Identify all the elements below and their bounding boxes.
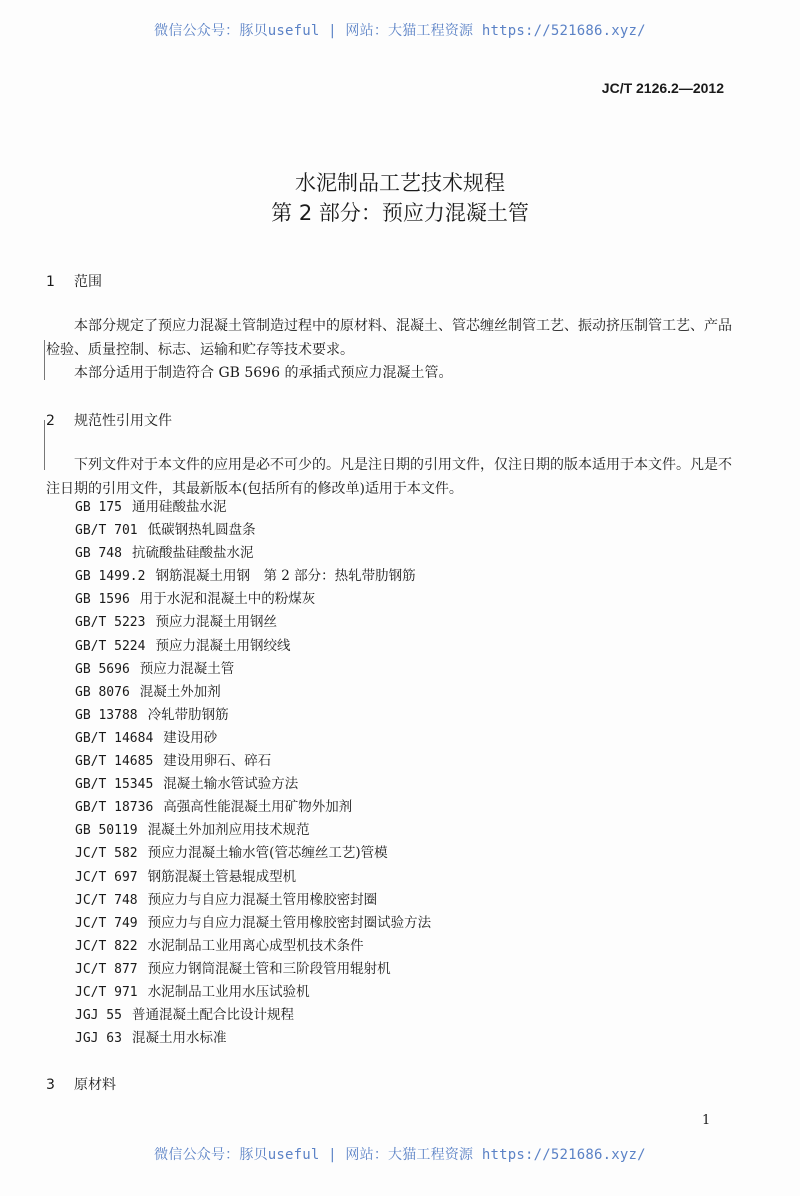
- reference-code: JC/T 697: [75, 869, 138, 885]
- reference-code: GB/T 5223: [75, 615, 146, 631]
- reference-item: [75, 796, 431, 819]
- reference-item: [75, 727, 431, 750]
- reference-code: GB 8076: [75, 684, 130, 700]
- reference-code: JC/T 971: [75, 984, 138, 1000]
- reference-item: [75, 866, 431, 889]
- title-line-1: 水泥制品工艺技术规程: [295, 171, 505, 195]
- document-number: JC/T 2126.2—2012: [601, 80, 724, 96]
- reference-item: [75, 773, 431, 796]
- reference-title: 预应力与自应力混凝土管用橡胶密封圈: [147, 891, 378, 908]
- document-title: [0, 168, 800, 228]
- reference-title: 冷轧带肋钢筋: [147, 706, 229, 723]
- reference-item: [75, 658, 431, 681]
- reference-title: 建设用砂: [163, 729, 218, 746]
- reference-title: 水泥制品工业用水压试验机: [147, 983, 310, 1000]
- section-number: 3: [46, 1077, 55, 1093]
- reference-title: 混凝土用水标准: [131, 1030, 227, 1047]
- reference-code: GB 13788: [75, 707, 138, 723]
- reference-title: 混凝土外加剂: [139, 683, 221, 700]
- paragraph: 本部分规定了预应力混凝土管制造过程中的原材料、混凝土、管芯缠丝制管工艺、振动挤压制管工艺、产品检验、质量控制、标志、运输和贮存等技术要求。: [46, 318, 732, 358]
- reference-item: [75, 542, 431, 565]
- section-heading-3: [46, 1074, 116, 1094]
- reference-title: 钢筋混凝土用钢 第 2 部分：热轧带肋钢筋: [155, 568, 416, 585]
- reference-title: 预应力钢筒混凝土管和三阶段管用辊射机: [147, 960, 391, 977]
- reference-title: 混凝土外加剂应用技术规范: [147, 822, 310, 839]
- reference-item: [75, 750, 431, 773]
- reference-title: 通用硅酸盐水泥: [131, 499, 227, 515]
- reference-code: JC/T 582: [75, 846, 138, 862]
- reference-code: GB/T 5224: [75, 638, 146, 654]
- reference-item: [75, 842, 431, 865]
- reference-code: GB/T 18736: [75, 800, 154, 816]
- reference-title: 普通混凝土配合比设计规程: [131, 1007, 294, 1024]
- paragraph: 下列文件对于本文件的应用是必不可少的。凡是注日期的引用文件，仅注日期的版本适用于本文件。凡是不注日期的引用文件，其最新版本(包括所有的修改单)适用于本文件。: [46, 457, 732, 497]
- scan-edge-mark: [44, 340, 45, 380]
- section-title: 范围: [74, 274, 102, 290]
- reference-item: [75, 1027, 431, 1050]
- section-1-body: [46, 315, 736, 386]
- reference-title: 预应力与自应力混凝土管用橡胶密封圈试验方法: [147, 914, 432, 931]
- section-heading-2: [46, 410, 172, 430]
- reference-title: 建设用卵石、碎石: [163, 753, 272, 770]
- reference-item: [75, 958, 431, 981]
- scan-edge-mark: [44, 420, 45, 470]
- reference-code: JGJ 63: [75, 1031, 122, 1047]
- watermark-footer: 微信公众号：豚贝useful | 网站：大猫工程资源 https://521686.xyz/: [154, 1147, 646, 1163]
- reference-code: GB/T 15345: [75, 777, 154, 793]
- section-title: 原材料: [74, 1077, 116, 1093]
- reference-item: [75, 704, 431, 727]
- reference-code: GB 1596: [75, 592, 130, 608]
- section-number: 2: [46, 413, 55, 429]
- section-title: 规范性引用文件: [74, 413, 172, 429]
- title-line-2: 第 2 部分：预应力混凝土管: [271, 201, 529, 225]
- reference-item: [75, 1004, 431, 1027]
- reference-title: 预应力混凝土用钢绞线: [155, 637, 291, 654]
- reference-code: GB/T 14684: [75, 730, 154, 746]
- reference-list: [75, 496, 431, 1050]
- reference-item: [75, 889, 431, 912]
- reference-item: [75, 496, 431, 519]
- reference-code: GB 50119: [75, 823, 138, 839]
- reference-title: 预应力混凝土用钢丝: [155, 614, 277, 631]
- paragraph: 本部分适用于制造符合 GB 5696 的承插式预应力混凝土管。: [74, 365, 453, 381]
- reference-title: 水泥制品工业用离心成型机技术条件: [147, 937, 364, 954]
- reference-item: [75, 912, 431, 935]
- reference-item: [75, 611, 431, 634]
- reference-code: JC/T 822: [75, 938, 138, 954]
- reference-item: [75, 565, 431, 588]
- reference-code: JC/T 748: [75, 892, 138, 908]
- reference-item: [75, 635, 431, 658]
- section-number: 1: [46, 274, 55, 290]
- reference-title: 预应力混凝土管: [139, 660, 235, 677]
- section-heading-1: [46, 271, 102, 291]
- reference-code: GB 5696: [75, 661, 130, 677]
- section-2-body: [46, 454, 736, 501]
- watermark-header: 微信公众号：豚贝useful | 网站：大猫工程资源 https://521686.xyz/: [154, 23, 646, 39]
- reference-title: 高强高性能混凝土用矿物外加剂: [163, 799, 353, 816]
- reference-title: 抗硫酸盐硅酸盐水泥: [131, 545, 254, 562]
- reference-code: JC/T 877: [75, 961, 138, 977]
- reference-item: [75, 981, 431, 1004]
- reference-item: [75, 935, 431, 958]
- reference-title: 混凝土输水管试验方法: [163, 776, 299, 793]
- reference-title: 低碳钢热轧圆盘条: [147, 522, 256, 539]
- page-number: 1: [702, 1113, 711, 1128]
- reference-item: [75, 819, 431, 842]
- reference-item: [75, 681, 431, 704]
- reference-code: GB/T 14685: [75, 754, 154, 770]
- reference-item: [75, 588, 431, 611]
- reference-code: GB/T 701: [75, 523, 138, 539]
- reference-code: GB 748: [75, 546, 122, 562]
- reference-code: GB 175: [75, 500, 122, 515]
- reference-code: JC/T 749: [75, 915, 138, 931]
- reference-title: 钢筋混凝土管悬辊成型机: [147, 868, 297, 885]
- reference-code: GB 1499.2: [75, 569, 146, 585]
- reference-title: 预应力混凝土输水管(管芯缠丝工艺)管模: [147, 845, 388, 862]
- reference-code: JGJ 55: [75, 1008, 122, 1024]
- reference-title: 用于水泥和混凝土中的粉煤灰: [139, 591, 316, 608]
- reference-item: [75, 519, 431, 542]
